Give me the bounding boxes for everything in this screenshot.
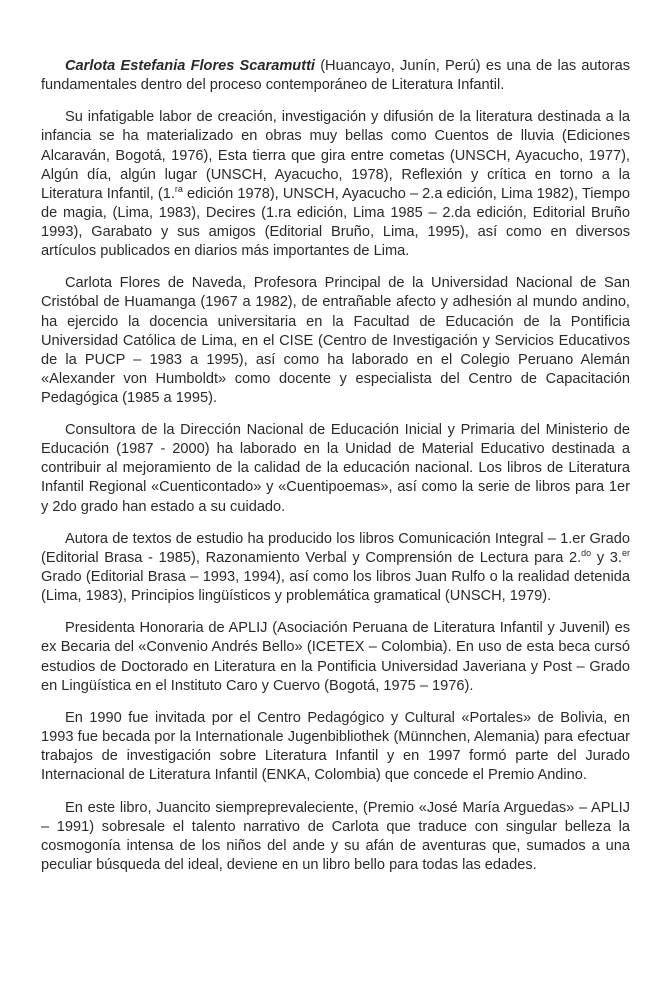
paragraph-aplij: Presidenta Honoraria de APLIJ (Asociación Peruana de Literatura Infantil y Juvenil) es ex Becaria del «Convenio Andrés Bello» (ICETEX – Colombia). En uso de esta beca cursó estudios de Doctorado en Literatura en la Pontificia Universidad Javeriana y Post – Grado en Lingüística en el Instituto Caro y Cuervo (Bogotá, 1975 – 1976). — [41, 620, 630, 694]
works-text-a: Su infatigable labor de creación, investigación y difusión de la literatura destinada a la infancia se ha materializado en obras muy bellas como Cuentos de lluvia (Ediciones Alcaraván, Bogotá, 1976), Esta tierra que gira entre cometas (UNSCH, Ayacucho, 1977), Algún día, algún lugar (UNSCH, Ayacucho, 1978), Reflexión y crítica en torno a la Literatura Infantil, (1. — [41, 109, 630, 202]
document-page — [41, 57, 630, 888]
intro-text: (Huancayo, Junín, Perú) es una de las autoras fundamentales dentro del proceso contemporáneo de Literatura Infantil. — [41, 58, 630, 94]
author-name: Carlota Estefania Flores Scaramutti — [65, 58, 315, 74]
works-text-b: edición 1978), UNSCH, Ayacucho – 2.a edición, Lima 1982), Tiempo de magia, (Lima, 1983), Decires (1.ra edición, Lima 1985 – 2.da edición, Editorial Bruño 1993), Garabato y sus amigos (Editorial Bruño, Lima, 1995), así como en diversos artículos publicados en diarios más importantes de Lima. — [41, 185, 630, 260]
textbooks-superscript-1: do — [581, 548, 592, 559]
textbooks-text-b: y 3. — [591, 549, 622, 566]
paragraph-textbooks — [41, 530, 630, 606]
paragraph-works — [41, 108, 630, 261]
textbooks-superscript-2: er — [621, 548, 630, 559]
textbooks-text-c: Grado (Editorial Brasa – 1993, 1994), así como los libros Juan Rulfo o la realidad detenida (Lima, 1983), Principios lingüísticos y problemática gramatical (UNSCH, 1979). — [41, 569, 630, 605]
paragraph-consulting: Consultora de la Dirección Nacional de Educación Inicial y Primaria del Ministerio de Educación (1987 - 2000) ha laborado en la Unidad de Material Educativo destinada a contribuir al mejoramiento de la calidad de la educación nacional. Los libros de Literatura Infantil Regional «Cuenticontado» y «Cuentipoemas», así como la serie de libros para 1er y 2do grado han estado a su cuidado. — [41, 422, 630, 515]
paragraph-book: En este libro, Juancito siempreprevaleciente, (Premio «José María Arguedas» – APLIJ – 1991) sobresale el talento narrativo de Carlota que traduce con singular belleza la cosmogonía intensa de los niños del ande y su afán de aventuras que, sumados a una peculiar búsqueda del ideal, deviene en un libro bello para todas las edades. — [41, 799, 630, 873]
textbooks-text-a: Autora de textos de estudio ha producido los libros Comunicación Integral – 1.er Grado (Editorial Brasa - 1985), Razonamiento Verbal y Comprensión de Lectura para 2. — [41, 530, 630, 566]
paragraph-teaching: Carlota Flores de Naveda, Profesora Principal de la Universidad Nacional de San Cristóbal de Huamanga (1967 a 1982), de entrañable afecto y adhesión al mundo andino, ha ejercido la docencia universitaria en la Facultad de Educación de la Pontificia Universidad Católica de Lima, en el CISE (Centro de Investigación y Servicios Educativos de la PUCP – 1983 a 1995), así como ha laborado en el Colegio Peruano Alemán «Alexander von Humboldt» como docente y especialista del Centro de Capacitación Pedagógica (1985 a 1995). — [41, 275, 630, 406]
paragraph-intro — [41, 57, 630, 95]
paragraph-international: En 1990 fue invitada por el Centro Pedagógico y Cultural «Portales» de Bolivia, en 1993 fue becada por la Internationale Jugenbibliothek (Münnchen, Alemania) para efectuar trabajos de investigación sobre Literatura Infantil y en 1997 formó parte del Jurado Internacional de Literatura Infantil (ENKA, Colombia) que concede el Premio Andino. — [41, 709, 630, 784]
works-superscript: ra — [174, 183, 183, 194]
